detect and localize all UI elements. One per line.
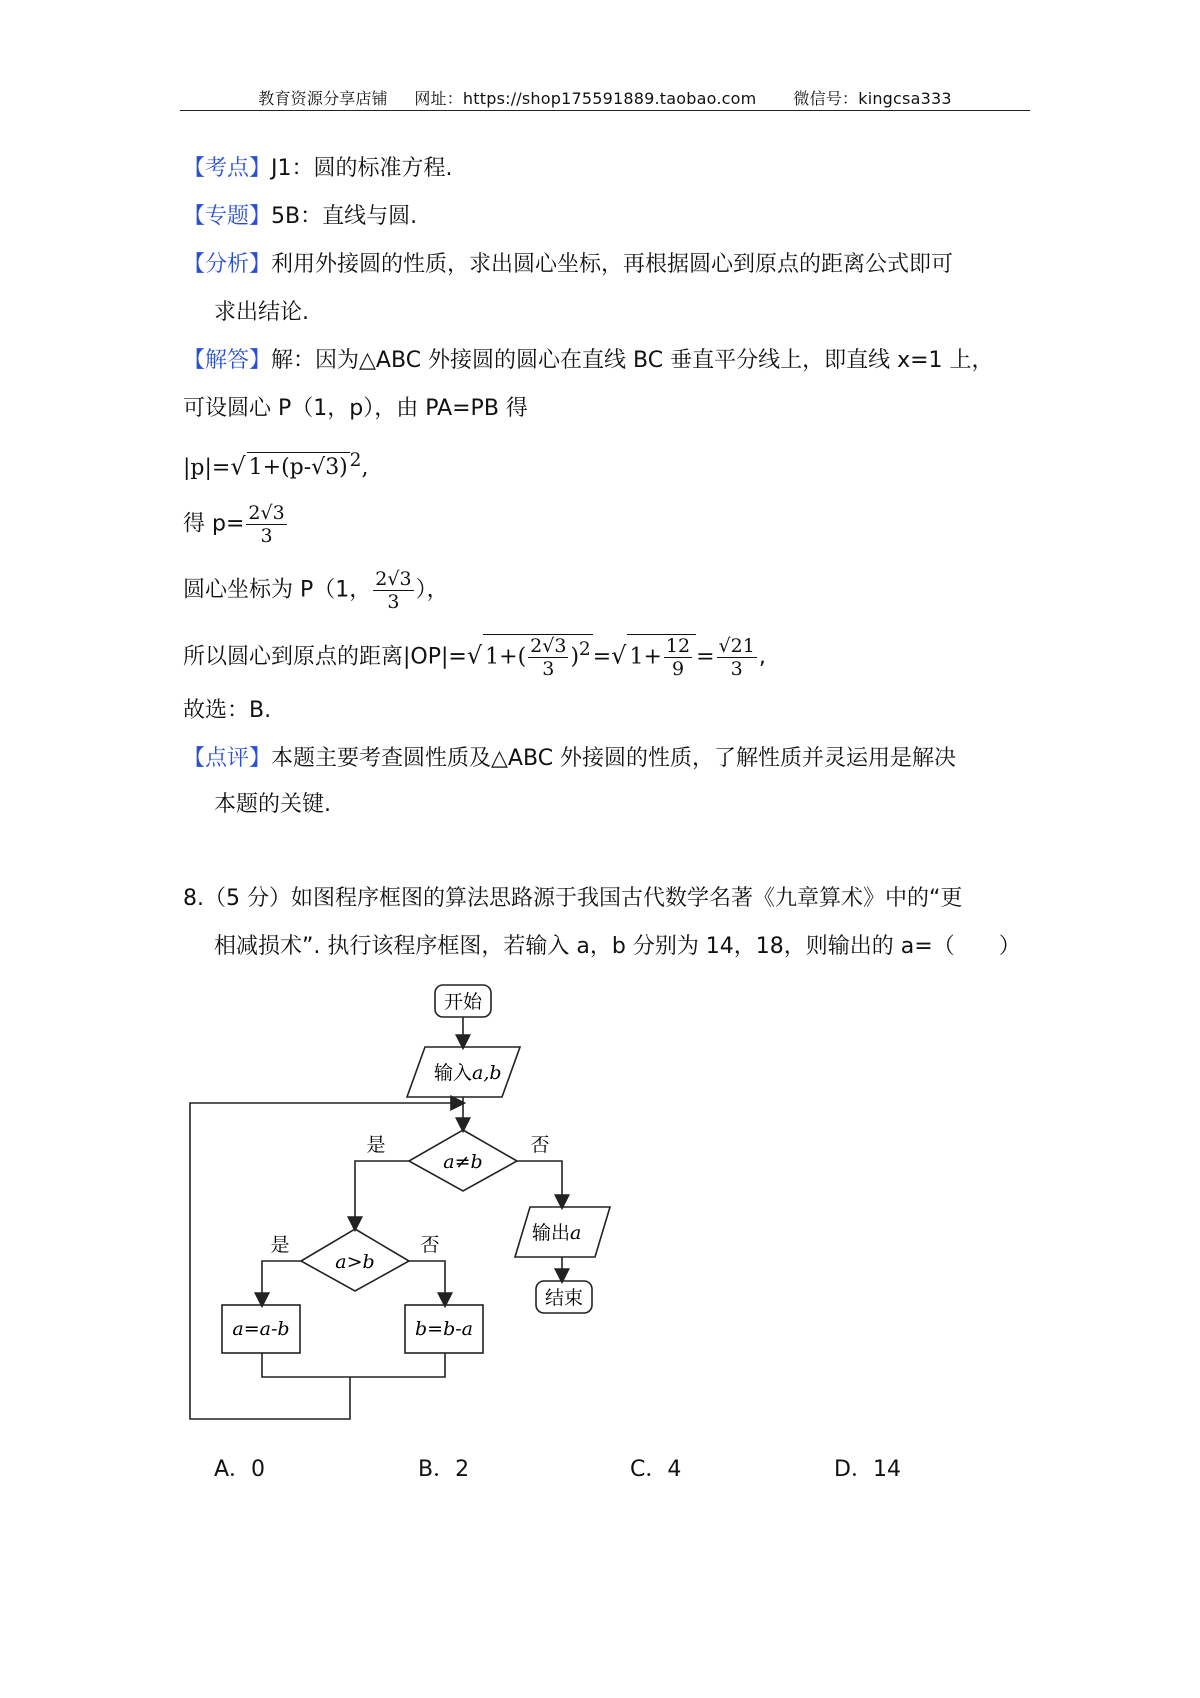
output-label: 输出 [532,1222,571,1244]
equation-2 [183,502,289,547]
eq1-left: |p|= [183,455,231,481]
eq4-end: , [758,644,766,670]
frac-numerator: 12 [665,635,691,657]
jieda-text-2: 可设圆心 P（1，p），由 PA=PB 得 [183,396,528,421]
zhuanti-text: 5B：直线与圆. [271,204,418,229]
shop-name: 教育资源分享店铺 [258,89,388,108]
equation-4 [183,634,766,680]
svg-text:输入a,b [434,1062,502,1084]
output-var: a [570,1222,582,1244]
jieda-tag: 【解答】 [183,348,272,373]
dianping-text-2: 本题的关键. [214,792,331,817]
cond2-yes: 是 [270,1234,290,1256]
fenxi-text-2: 求出结论. [214,300,309,325]
jieda-text-1: 解：因为△ABC 外接圆的圆心在直线 BC 垂直平分线上，即直线 x=1 上， [271,348,994,373]
eq4-equals: = [592,644,612,670]
frac-denominator: 3 [542,658,555,680]
eq1-end: , [361,455,369,481]
frac-denominator: 3 [730,658,743,680]
option-a[interactable]: A．0 [214,1457,266,1482]
frac-denominator: 9 [671,658,685,680]
dianping-text-1: 本题主要考查圆性质及△ABC 外接圆的性质，了解性质并灵运用是解决 [271,746,957,771]
fraction-center-y [373,568,413,613]
fenxi-line [183,250,953,280]
zhuanti-tag: 【专题】 [183,204,272,229]
wechat-id: kingcsa333 [858,89,952,108]
cond1-yes: 是 [366,1134,386,1156]
frac-denominator: 3 [260,525,273,547]
svg-text:输出a [532,1222,581,1244]
eq2-prefix: 得 p= [183,511,245,537]
zhuanti-line [183,202,417,232]
equation-3 [183,568,449,613]
start-label: 开始 [443,991,483,1013]
frac-numerator: 2√3 [375,568,412,590]
kaodian-tag: 【考点】 [183,156,272,181]
question-line-1: 8.（5 分）如图程序框图的算法思路源于我国古代数学名著《九章算术》中的“更 [183,886,963,911]
eq3-prefix: 圆心坐标为 P（1， [183,577,372,603]
eq1-exponent: 2 [349,450,362,471]
header-divider [180,110,1030,111]
eq4-prefix: 所以圆心到原点的距离|OP|= [183,644,467,670]
flowchart [180,975,620,1435]
cond1-no: 否 [530,1134,550,1156]
eq4-open: 1+( [485,644,527,670]
fraction-sqrt21-over-3 [717,635,757,680]
sqrt-sign: √ [611,641,627,670]
frac-numerator: 2√3 [248,502,285,524]
kaodian-text: J1：圆的标准方程. [271,156,453,181]
end-label: 结束 [544,1287,584,1309]
guxuan-line: 故选：B. [183,698,272,723]
cond2-no: 否 [420,1234,440,1256]
sqrt-sign: √ [466,641,483,670]
jieda-line [183,346,994,376]
eq1-radicand: 1+(p-√3) [247,452,350,483]
option-d[interactable]: D．14 [834,1457,901,1482]
question-line-2: 相减损术”. 执行该程序框图，若输入 a，b 分别为 14，18，则输出的 a=（ ） [214,934,1021,959]
assign-a-label: a=a-b [232,1318,290,1340]
eq4-exponent: 2 [579,639,591,661]
fraction-2sqrt3-over-3 [528,635,568,680]
cond2-label: a>b [335,1251,375,1273]
fraction-12-over-9 [664,635,692,680]
option-b[interactable]: B．2 [418,1457,470,1482]
dianping-line [183,744,956,774]
frac-numerator: 2√3 [530,635,567,657]
input-label: 输入 [434,1062,473,1084]
kaodian-line [183,154,453,184]
sqrt-sign: √ [230,452,246,481]
eq4-one-plus: 1+ [629,644,662,670]
input-vars: a,b [472,1062,502,1084]
fraction-2sqrt3-over-3 [246,502,286,547]
assign-b-label: b=b-a [415,1318,473,1340]
fenxi-text-1: 利用外接圆的性质，求出圆心坐标，再根据圆心到原点的距离公式即可 [271,252,954,277]
cond1-label: a≠b [443,1151,483,1173]
eq4-radicand-2 [627,634,696,680]
page-header [180,86,1030,109]
option-c[interactable]: C．4 [630,1457,682,1482]
url-label: 网址： [414,89,463,108]
shop-url[interactable]: https://shop175591889.taobao.com [462,89,757,108]
equation-1 [183,446,368,483]
dianping-tag: 【点评】 [183,746,272,771]
eq4-radicand [483,634,593,680]
eq3-suffix: ）， [415,577,449,603]
wechat-label: 微信号： [793,89,859,108]
eq4-equals-2: = [696,644,715,670]
fenxi-tag: 【分析】 [183,252,272,277]
eq4-close: ) [570,644,580,670]
frac-denominator: 3 [387,591,400,613]
frac-numerator: √21 [718,635,755,657]
